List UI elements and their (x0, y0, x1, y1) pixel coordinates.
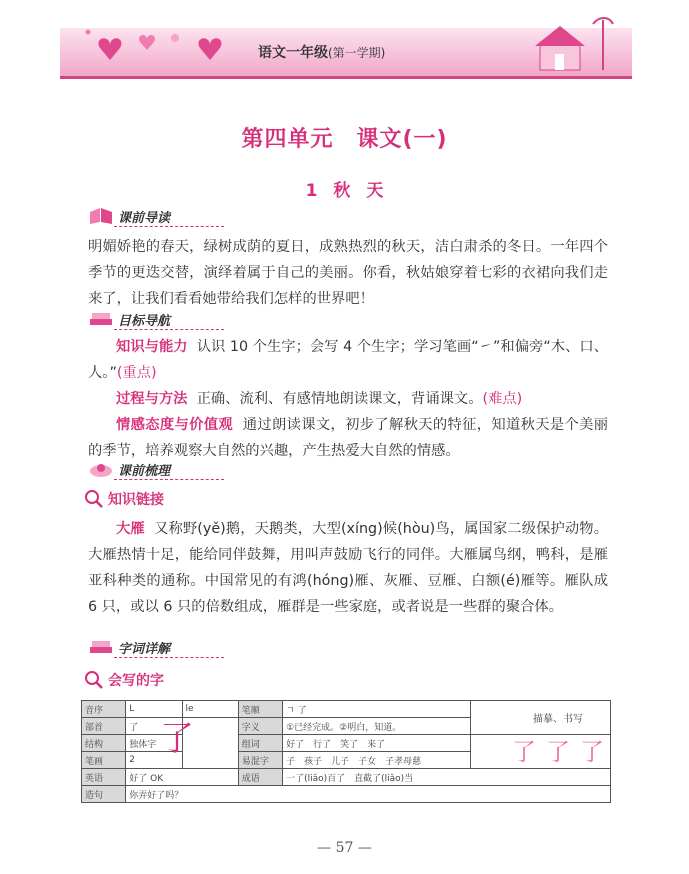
section-underline (114, 657, 224, 659)
intro-paragraph: 明媚娇艳的春天，绿树成荫的夏日，成熟热烈的秋天，洁白肃杀的冬日。一年四个季节的更迭交替，演绎着属于自己的美丽。你看，秋姑娘穿着七彩的衣裙向我们走来了，让我们看看她带给我们怎样的世界吧！ (88, 239, 608, 307)
character-table: 音序 L le 笔顺 ㄱ 了 部首 了 字义 ①已经完成。②明白，知道。 结构 独体字 组词 好了 行了 笑了 来了 笔画 2 易混字 子 孩子 儿子 子女 子孝母慈 英语 好了 OK 成语 一了(liǎo)百了 直截了(liǎo)当 造句 你弄好了吗？ (81, 700, 611, 803)
trace-character: 了 (580, 738, 604, 766)
writing-heading: 会写的字 (84, 670, 164, 690)
goal-process: 过程与方法 正确、流利、有感情地朗读课文，背诵课文。(难点) (116, 391, 523, 407)
section-word-detail: 字词详解 (88, 636, 170, 658)
knowledge-link-heading: 知识链接 (84, 489, 164, 509)
magnifier-icon (84, 489, 104, 509)
knowledge-link-paragraph: 大雁 又称野(yě)鹅，天鹅类，大型(xíng)候(hòu)鸟，属国家二级保护动物。大雁热情十足，能给同伴鼓舞，用叫声鼓励飞行的同伴。大雁属鸟纲，鸭科，是雁亚科种类的通称。中国常见的有鸿(hóng)雁、灰雁、豆雁、白额(é)雁等。雁队成 6 只，或以 6 只的倍数组成，雁群是一些家庭，或者说是一些群的聚合体。 (88, 521, 608, 615)
header-title: 语文一年级(第一学期) (258, 45, 386, 61)
page-number: — 57 — (317, 840, 372, 856)
section-goals: 目标导航 (88, 308, 170, 330)
unit-title: 第四单元 课文(一) (241, 127, 448, 152)
trace-character: 了 (512, 738, 536, 766)
lesson-title: 1 秋 天 (305, 181, 384, 201)
book-icon (88, 206, 114, 226)
section-sorting: 课前梳理 (88, 458, 170, 480)
section-underline (114, 226, 224, 228)
trace-character: 了 (546, 738, 570, 766)
sorting-icon (88, 459, 114, 479)
house-decoration-icon (515, 10, 625, 76)
goal-emotion: 情感态度与价值观 通过朗读课文，初步了解秋天的特征，知道秋天是个美丽的季节，培养观察大自然的兴趣，产生热爱大自然的情感。 (88, 417, 609, 459)
section-underline (114, 479, 224, 481)
section-underline (114, 329, 224, 331)
magnifier-icon (84, 670, 104, 690)
large-character: 了 (160, 719, 194, 759)
books-stack-icon (88, 637, 114, 657)
heart-decoration-icon (80, 18, 230, 76)
trace-label: 描摹、书写 (533, 714, 583, 725)
section-preview-reading: 课前导读 (88, 205, 170, 227)
books-stack-icon (88, 309, 114, 329)
goal-knowledge: 知识与能力 认识 10 个生字；会写 4 个生字；学习笔画“㇀”和偏旁“木、口、人。”(重点) (88, 339, 609, 381)
